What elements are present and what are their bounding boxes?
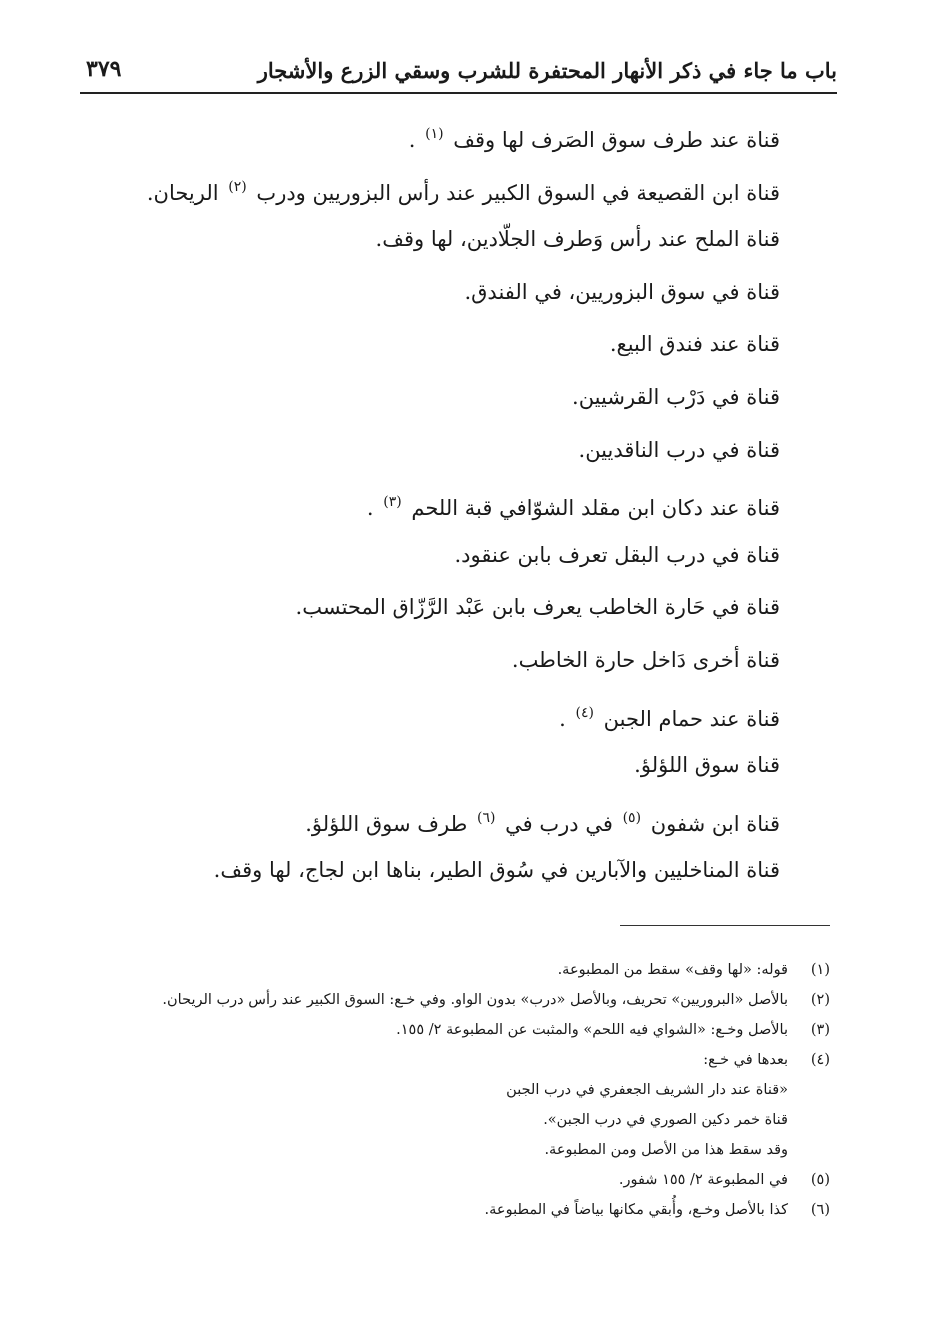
footnote: (٣) بالأصل وخـع: «الشواي فيه اللحم» والمثبت عن المطبوعة ٢/ ١٥٥. [90, 1015, 830, 1045]
text-line: قناة ابن القصيعة في السوق الكبير عند رأس البزوريين ودرب $^{(٢)}$ الريحان. [146, 178, 780, 205]
page-number: ٣٧٩ [86, 56, 122, 82]
footnote-ref: (١) [425, 126, 444, 142]
footnote-separator [620, 925, 830, 926]
footnote: (٢) بالأصل «البروريين» تحريف، وبالأصل «درب» بدون الواو. وفي خـع: السوق الكبير عند رأس درب الريحان. [90, 985, 830, 1015]
text-line: قناة في درب الناقديين. [578, 437, 780, 462]
text-line: قناة في حَارة الخاطب يعرف بابن عَبْد الرَّزّاق المحتسب. [295, 595, 780, 620]
text-line: قناة ابن شفون $^{(٥)}$ في درب في $^{(٦)}$ طرف سوق اللؤلؤ. [305, 809, 780, 836]
text-line: قناة عند طرف سوق الصَرف لها وقف $^{(١)}$ . [408, 126, 780, 152]
chapter-title: باب ما جاء في ذكر الأنهار المحتفرة للشرب وسقي الزرع والأشجار [257, 58, 837, 83]
text-line: قناة عند حمام الجبن $^{(٤)}$ . [559, 704, 780, 731]
footnote-ref: (٥) [622, 809, 642, 826]
text-line: قناة في سوق البزوريين، في الفندق. [464, 279, 780, 304]
footnote-number: (١) [810, 962, 830, 978]
footnote: (١) قوله: «لها وقف» سقط من المطبوعة. [90, 955, 830, 985]
footnote: (٤) بعدها في خـع: «قناة عند دار الشريف الجعفري في درب الجبن قناة خمر دكين الصوري في درب الجبن». وقد سقط هذا من الأصل ومن المطبوعة. [90, 1045, 830, 1165]
text-line: قناة الملح عند رأس وَطرف الجلّادين، لها وقف. [375, 227, 780, 252]
footnote: (٥) في المطبوعة ٢/ ١٥٥ شفور. [90, 1165, 830, 1195]
footnote-ref: (٣) [383, 494, 402, 511]
footnote-number: (٣) [810, 1022, 830, 1038]
text-line: قناة في دَرْب القرشيين. [572, 384, 780, 409]
footnote-number: (٤) [810, 1052, 830, 1068]
text-line: قناة أخرى دَاخل حارة الخاطب. [511, 647, 780, 672]
text-line: قناة عند فندق البيع. [609, 332, 780, 357]
text-line: قناة في درب البقل تعرف بابن عنقود. [454, 542, 780, 567]
text-line: قناة عند دكان ابن مقلد الشوّافي قبة اللحم $^{(٣)}$ . [366, 494, 780, 521]
footnote-number: (٥) [810, 1172, 830, 1188]
text-line: قناة المناخليين والآبارين في سُوق الطير، بناها ابن لجاج، لها وقف. [213, 858, 780, 883]
footnote-ref: (٤) [575, 704, 594, 721]
footnote-ref: (٢) [228, 178, 247, 195]
footnote-ref: (٦) [477, 809, 496, 826]
text-line: قناة سوق اللؤلؤ. [634, 753, 780, 778]
footnotes [90, 955, 830, 1225]
footnote-number: (٦) [810, 1202, 830, 1218]
running-header [80, 52, 837, 94]
main-text [100, 108, 780, 897]
footnote-number: (٢) [810, 992, 830, 1008]
footnote: (٦) كذا بالأصل وخـع، وأُبقي مكانها بياضاً في المطبوعة. [90, 1195, 830, 1225]
